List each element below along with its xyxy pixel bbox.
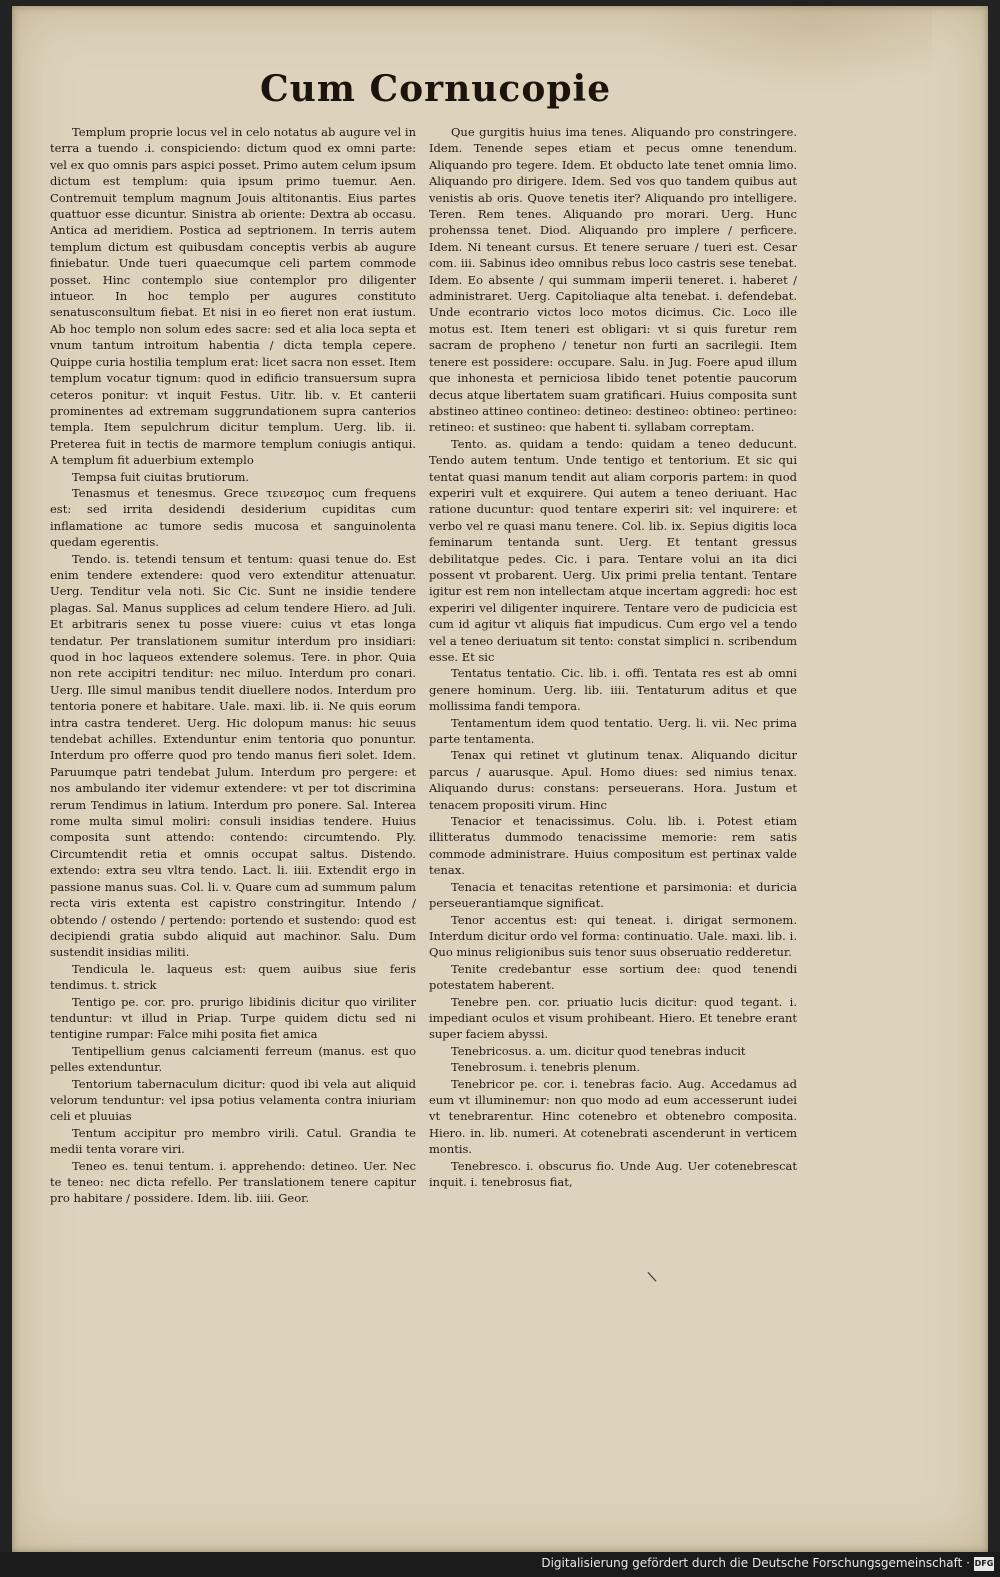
text-paragraph: Tenebresco. i. obscurus fio. Unde Aug. Uer cotenebrescat inquit. i. tenebrosus fiat, [429,1158,797,1189]
text-paragraph: Tenax qui retinet vt glutinum tenax. Aliquando dicitur parcus / auarusque. Apul. Homo diues: sed nimius tenax. Aliquando durus: constans: perseuerans. Hora. Justum et tenacem propositi virum. Hinc [429,748,797,812]
text-paragraph: Tenebricosus. a. um. dicitur quod tenebras inducit [451,1043,746,1058]
text-paragraph: Tentorium tabernaculum dicitur: quod ibi vela aut aliquid velorum tenduntur: vel ipsa potius velamenta contra iniuriam celi et pluuias [50,1076,416,1124]
text-paragraph: Tenacia et tenacitas retentione et parsimonia: et duricia perseuerantiamque significat. [429,879,797,911]
book-page [12,6,988,1552]
text-paragraph: Tendo. is. tetendi tensum et tentum: quasi tenue do. Est enim tendere extendere: quod vero extenditur attenuatur. Uerg. Tenditur vela noti. Sic Cic. Sunt ne insidie tendere plagas. Sal. Manus supplices ad celum tendere Hiero. ad Juli. Et arbitraris senex tu posse viuere: cuius vt etas longa tendatur. Per translationem sumitur interdum pro insidiari: quod in hoc laqueos extendere solemus. Tere. in phor. Quia non rete accipitri tenditur: nec miluo. Interdum pro conari. Uerg. Ille simul manibus tendit diuellere nodos. Interdum pro tentoria ponere et habitare. Uale. maxi. lib. ii. Ne quis eorum intra castra tenderet. Uerg. Hic dolopum manus: hic seuus tendebat achilles. Extenduntur enim tentoria quo ponuntur. Interdum pro offerre quod pro tendo manus fieri solet. Idem. Paruumque patri tendebat Julum. Interdum pro pergere: et nos ambulando iter videmur extendere: vt per tot discrimina rerum Tendimus in latium. Interdum pro ponere. Sal. Interea rome multa simul moliri: consuli insidias tendere. Huius composita sunt attendo: contendo: circumtendo. Ply. Circumtendit retia et omnis occupat saltus. Distendo. extendo: extra seu vltra tendo. Lact. li. iiii. Extendit ergo in passione manus suas. Col. li. v. Quare cum ad summum palum recta viris extenta est capistro constringitur. Intendo / obtendo / ostendo / pertendo: portendo et sustendo: quod est decipiendi gratia subdo aliquid aut machinor. Salu. Dum sustendit insidias militi. [50,551,416,960]
text-paragraph: Tentamentum idem quod tentatio. Uerg. li. vii. Nec prima parte tentamenta. [429,715,797,747]
right-text-column [429,124,797,1264]
text-paragraph: Tenasmus et tenesmus. Grece τεινεσμος cum frequens est: sed irrita desidendi desiderium cupiditas cum inflamatione ac tumore sedis mucosa et sanguinolenta quedam egerentis. [50,485,416,550]
text-paragraph: Tendicula le. laqueus est: quem auibus siue feris tendimus. t. strick [50,961,416,993]
text-paragraph: Tentigo pe. cor. pro. prurigo libidinis dicitur quo viriliter tenduntur: vt illud in Priap. Turpe quidem dictu sed ni tentigine rumpar: Falce mihi posita fiet amica [50,994,416,1042]
text-paragraph: Tentatus tentatio. Cic. lib. i. offi. Tentata res est ab omni genere hominum. Uerg. lib. iiii. Tentaturum aditus et que mollissima fandi tempora. [429,666,797,714]
text-paragraph: Templum proprie locus vel in celo notatus ab augure vel in terra a tuendo .i. conspiciendo: dictum quod ex omni parte: vel ex quo omnis pars aspici posset. Primo autem celum ipsum dictum est templum: quia ipsum primo tuemur. Aen. Contremuit templum magnum Jouis altitonantis. Eius partes quattuor esse dicuntur. Sinistra ab oriente: Dextra ab occasu. Antica ad meridiem. Postica ad septrionem. In terris autem templum dictum est quibusdam conceptis verbis ab augure finiebatur. Unde tueri quaecumque celi partem commode posset. Hinc contemplo siue contemplor pro diligenter intueor. In hoc templo per augures constituto senatusconsultum fiebat. Et nisi in eo fieret non erat iustum. Ab hoc templo non solum edes sacre: sed et alia loca septa et vnum tantum introitum habentia / dicta templa cepere. Quippe curia hostilia templum erat: licet sacra non esset. Item templum vocatur tignum: quod in edificio transuersum supra ceteros ponitur: vt inquit Festus. Uitr. lib. v. Et canterii prominentes ad extremam suggrundationem supra canterios templa. Item sepulchrum dicitur templum. Uerg. lib. ii. Preterea fuit in tectis de marmore templum coniugis antiqui. A templum fit aduerbium extemplo [50,125,416,468]
text-paragraph: Tenite credebantur esse sortium dee: quod tenendi potestatem haberent. [429,961,797,993]
running-title: Cum Cornucopie [260,68,612,110]
text-paragraph: Tempsa fuit ciuitas brutiorum. [72,469,250,484]
left-text-column [50,124,416,1264]
text-paragraph: Tenacior et tenacissimus. Colu. lib. i. Potest etiam illitteratus dummodo tenacissime memorie: rem satis commode administrare. Huius compositum est pertinax valde tenax. [429,814,797,878]
text-paragraph: Que gurgitis huius ima tenes. Aliquando pro constringere. Idem. Tenende sepes etiam et pecus omne tenendum. Aliquando pro tegere. Idem. Et obducto late tenet omnia limo. Aliquando pro dirigere. Idem. Sed vos quo tandem quibus aut venistis ab oris. Quove tenetis iter? Aliquando pro intelligere. Teren. Rem tenes. Aliquando pro morari. Uerg. Hunc prohenssa tenet. Diod. Aliquando pro implere / perficere. Idem. Ni teneant cursus. Et tenere seruare / tueri est. Cesar com. iii. Sabinus ideo omnibus rebus loco castris sese tenebat. Idem. Eo absente / qui summam imperii teneret. i. haberet / administraret. Uerg. Capitoliaque alta tenebat. i. defendebat. Unde econtrario victos loco motos dicimus. Cic. Loco ille motus est. Item teneri est obligari: vt si quis furetur rem sacram de propheno / tenetur non furti an sacrilegii. Item tenere est possidere: occupare. Salu. in Jug. Foere apud illum que inhonesta et perniciosa libido tenet potentie paucorum decus atque libertatem suam gratificari. Huius composita sunt abstineo attineo contineo: detineo: destineo: obtineo: pertineo: retineo: et sustineo: que habent ti. syllabam correptam. [429,125,797,435]
text-paragraph: Tento. as. quidam a tendo: quidam a teneo deducunt. Tendo autem tentum. Unde tentigo et tentorium. Et sic qui tentat quasi manum tendit aut aliam corporis partem: in quod experiri vult et exquirere. Qui autem a teneo deriuant. Hac ratione ducuntur: quod tentare experiri sit: vel inquirere: et verbo vel re quasi manu tenere. Col. lib. ix. Sepius digitis loca feminarum tentanda sunt. Uerg. Et tentant gressus debilitatque pedes. Cic. i para. Tentare volui an ita dici possent vt probarent. Uerg. Uix primi prelia tentant. Tentare igitur est rem non intellectam atque incertam aggredi: hoc est experiri vel diligenter inquirere. Tentare vero de pudicicia est cum id agitur vt aliquis fiat impudicus. Cum ergo vel a tendo vel a teneo deriuatum sit tento: constat simplici n. scribendum esse. Et sic [429,436,797,664]
paper-stain [632,6,932,96]
text-paragraph: Tentum accipitur pro membro virili. Catul. Grandia te medii tenta vorare viri. [50,1125,416,1157]
footer-bar [0,1552,1000,1577]
text-paragraph: Tenor accentus est: qui teneat. i. dirigat sermonem. Interdum dicitur ordo vel forma: continuatio. Uale. maxi. lib. i. Quo minus religionibus suis tenor suus obseruatio redderetur. [429,912,797,960]
text-paragraph: Teneo es. tenui tentum. i. apprehendo: detineo. Uer. Nec te teneo: nec dicta refello. Per translationem tenere capitur pro habitare / possidere. Idem. lib. iiii. Geor. [50,1158,416,1206]
text-paragraph: Tenebre pen. cor. priuatio lucis dicitur: quod tegant. i. impediant oculos et visum prohibeant. Hiero. Et tenebre erant super faciem abyssi. [429,994,797,1042]
dfg-logo-icon: DFG [974,1557,994,1571]
text-paragraph: Tentipellium genus calciamenti ferreum (manus. est quo pelles extenduntur. [50,1043,416,1075]
funding-credit: Digitalisierung gefördert durch die Deutsche Forschungsgemeinschaft · [541,1556,970,1570]
text-paragraph: Tenebricor pe. cor. i. tenebras facio. Aug. Accedamus ad eum vt illuminemur: non quo modo ad eum accesserunt iudei vt tenebrarentur. Hinc cotenebro et obtenebro composita. Hiero. in. lib. numeri. At cotenebrati ascenderunt in verticem montis. [429,1076,797,1157]
text-paragraph: Tenebrosum. i. tenebris plenum. [451,1060,641,1075]
ink-mark: \ [646,1268,658,1286]
